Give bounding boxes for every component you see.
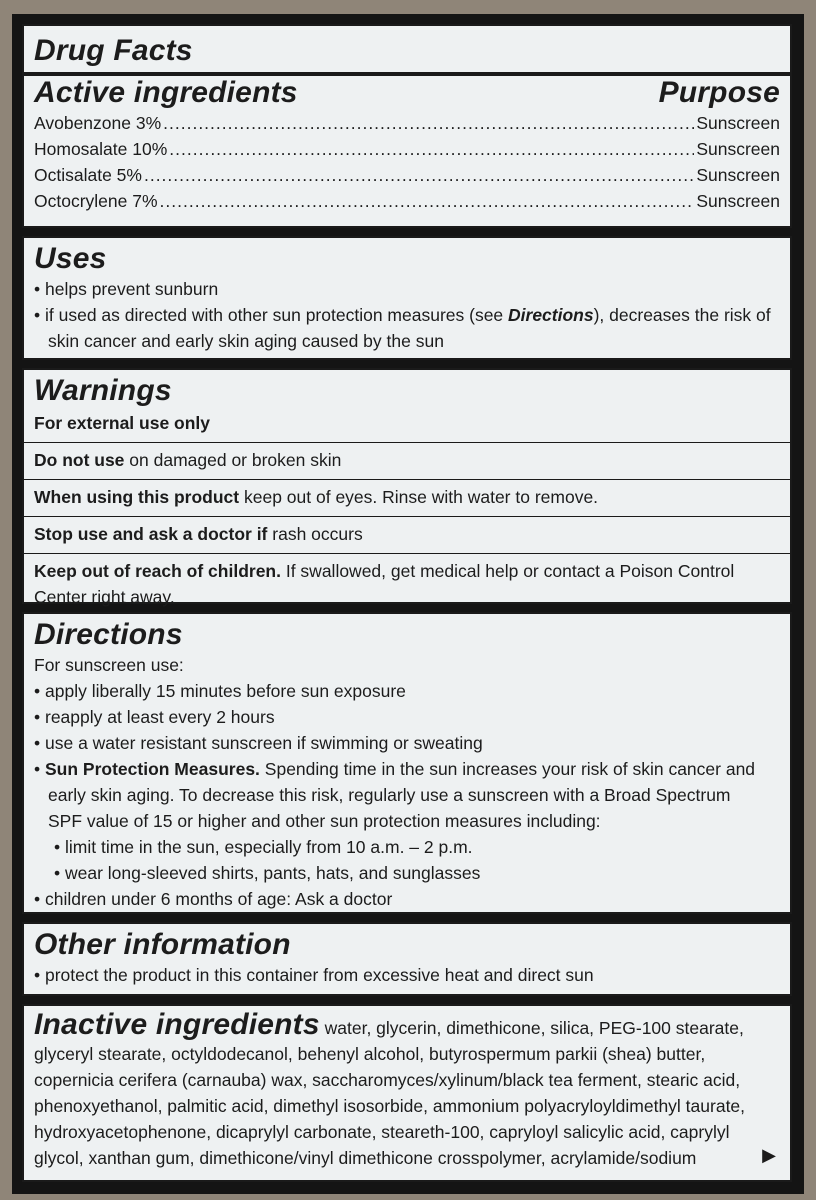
other-info-item-text: protect the product in this container from excessive heat and direct sun [45, 965, 594, 985]
directions-item: • reapply at least every 2 hours [34, 707, 275, 727]
directions-subitem: • wear long-sleeved shirts, pants, hats, and sunglasses [54, 863, 481, 883]
directions-subitem-text: limit time in the sun, especially from 10 a.m. – 2 p.m. [65, 837, 473, 857]
active-row [34, 110, 780, 136]
warning-text: rash occurs [267, 524, 363, 544]
warning-text: If swallowed, get medical help or contact a Poison Control Center right away. [34, 561, 735, 607]
warning-label: When using this product [34, 487, 240, 507]
directions-heading: Directions [34, 618, 183, 651]
active-name: Homosalate 10% [34, 139, 168, 159]
inactive-box [22, 1004, 792, 1182]
warning-text: on damaged or broken skin [124, 450, 342, 470]
active-name: Avobenzone 3% [34, 113, 162, 133]
active-row [34, 136, 780, 162]
directions-item-text: Spending time in the sun increases your risk of skin cancer and early skin aging. To decrease this risk, regularly use a sunscreen with a Broad Spectrum SPF value of 15 or higher and other sun protection measures including: [48, 759, 756, 831]
warning-text: keep out of eyes. Rinse with water to remove. [239, 487, 599, 507]
directions-box [22, 612, 792, 914]
warning-label: Stop use and ask a doctor if [34, 524, 268, 544]
directions-item-text: apply liberally 15 minutes before sun exposure [45, 681, 406, 701]
directions-reference: Directions [508, 305, 594, 325]
inactive-text: water, glycerin, dimethicone, silica, PEG-100 stearate, glyceryl stearate, octyldodecanol, behenyl alcohol, butyrospermum parkii (shea) butter, copernicia cerifera (carnauba) wax, saccharomyces/xylinum/black tea ferment, stearic acid, phenoxyethanol, palmitic acid, dimethyl isosorbide, ammonium polyacryloyldimethyl taurate, hydroxyacetophenone, dicaprylyl carbonate, steareth-100, capryloyl salicylic acid, caprylyl glycol, xanthan gum, dimethicone/vinyl dimethicone crosspolymer, acrylamide/sodium [34, 1018, 746, 1168]
active-ingredients-heading: Active ingredients [34, 76, 298, 109]
directions-item-text: reapply at least every 2 hours [45, 707, 275, 727]
warnings-box [22, 368, 792, 607]
active-row [34, 162, 780, 188]
active-purpose: Sunscreen [696, 113, 780, 133]
leader-dots [144, 162, 694, 188]
warning-when-using [34, 484, 780, 510]
active-purpose: Sunscreen [696, 165, 780, 185]
warnings-heading: Warnings [34, 374, 172, 407]
other-info-heading: Other information [34, 928, 291, 961]
divider [24, 553, 790, 554]
active-header-row [34, 76, 780, 110]
warning-label: Keep out of reach of children. [34, 561, 281, 581]
purpose-heading: Purpose [658, 76, 780, 109]
active-name: Octocrylene 7% [34, 191, 158, 211]
leader-dots [160, 188, 695, 214]
active-row [34, 188, 780, 214]
directions-item-label: Sun Protection Measures. [45, 759, 260, 779]
other-info-item: • protect the product in this container from excessive heat and direct sun [34, 965, 594, 985]
directions-item-text: children under 6 months of age: Ask a doctor [45, 889, 393, 909]
divider [24, 516, 790, 517]
uses-box [22, 236, 792, 360]
active-name: Octisalate 5% [34, 165, 142, 185]
inactive-heading: Inactive ingredients [34, 1008, 320, 1041]
leader-dots [163, 110, 694, 136]
drug-facts-title: Drug Facts [34, 34, 193, 67]
directions-intro: For sunscreen use: [34, 655, 184, 675]
other-info-box [22, 922, 792, 996]
directions-item: • use a water resistant sunscreen if swimming or sweating [34, 733, 483, 753]
directions-item-text: use a water resistant sunscreen if swimming or sweating [45, 733, 483, 753]
active-purpose: Sunscreen [696, 139, 780, 159]
inactive-paragraph [34, 1008, 780, 1171]
directions-item: • Sun Protection Measures. Spending time in the sun increases your risk of skin cancer and early skin aging. To decrease this risk, regularly use a sunscreen with a Broad Spectrum SPF value of 15 or higher and other sun protection measures including: [34, 759, 756, 831]
divider [24, 442, 790, 443]
uses-heading: Uses [34, 242, 107, 275]
warning-do-not-use [34, 447, 780, 473]
uses-item-text: helps prevent sunburn [45, 279, 219, 299]
warning-stop-use [34, 521, 780, 547]
directions-subitem-text: wear long-sleeved shirts, pants, hats, and sunglasses [65, 863, 481, 883]
divider [24, 479, 790, 480]
leader-dots [169, 136, 694, 162]
directions-item: • apply liberally 15 minutes before sun exposure [34, 681, 406, 701]
uses-item-text: ), decreases the risk of skin cancer and early skin aging caused by the sun [48, 305, 771, 351]
active-purpose: Sunscreen [696, 191, 780, 211]
uses-item: • helps prevent sunburn [34, 279, 219, 299]
uses-item: • if used as directed with other sun protection measures (see Directions), decreases the risk of skin cancer and early skin aging caused by the sun [34, 305, 771, 351]
directions-subitem: • limit time in the sun, especially from 10 a.m. – 2 p.m. [54, 837, 473, 857]
warning-external: For external use only [34, 413, 211, 433]
uses-item-text: if used as directed with other sun protection measures (see [45, 305, 509, 325]
warning-keep-out [34, 558, 780, 610]
drug-facts-box [22, 24, 792, 228]
warning-label: Do not use [34, 450, 125, 470]
directions-item: • children under 6 months of age: Ask a doctor [34, 889, 393, 909]
continue-arrow-icon: ▶ [762, 1145, 776, 1165]
